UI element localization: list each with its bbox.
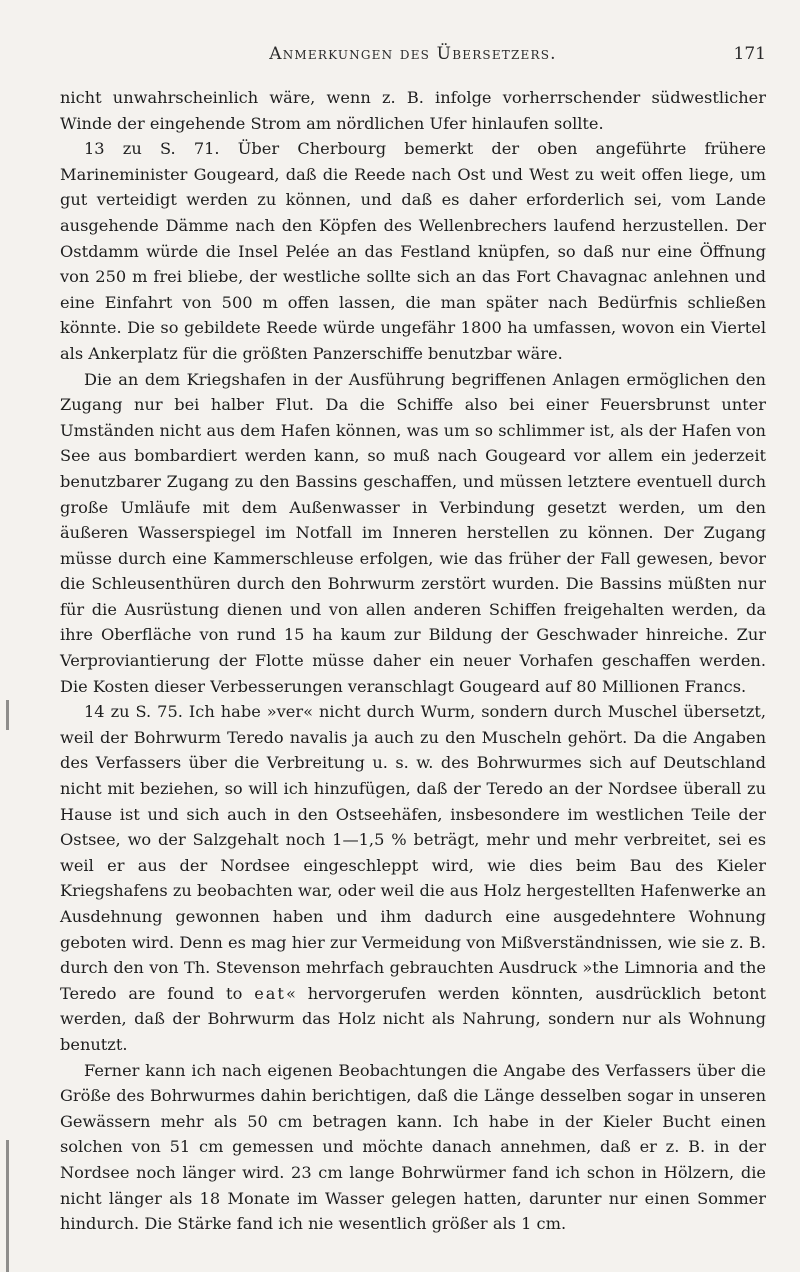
running-title: Anmerkungen des Übersetzers. bbox=[269, 44, 557, 64]
page-edge-mark bbox=[6, 1140, 9, 1272]
running-head bbox=[60, 44, 766, 74]
note-14-teredo bbox=[60, 699, 766, 1057]
note-13-cherbourg: 13 zu S. 71. Über Cherbourg bemerkt der oben angeführte frühere Marineminister Gougeard, daß die Reede nach Ost und West zu weit offen liege, um gut verteidigt werden zu können, und daß es daher erforderlich sei, vom Lande ausgehende Dämme nach den Köpfen des Wellenbrechers laufend herzustellen. Der Ostdamm würde die Insel Pelée an das Festland knüpfen, so daß nur eine Öffnung von 250 m frei bliebe, der westliche sollte sich an das Fort Chavagnac anlehnen und eine Einfahrt von 500 m offen lassen, die man später nach Bedürfnis schließen könnte. Die so gebildete Reede würde ungefähr 1800 ha umfassen, wovon ein Viertel als Ankerplatz für die größten Panzerschiffe benutzbar wäre. bbox=[60, 139, 766, 363]
note-14-size: Ferner kann ich nach eigenen Beobachtungen die Angabe des Verfassers über die Größe des Bohrwurmes dahin berichtigen, daß die Länge desselben sogar in unseren Gewässern mehr als 50 cm betragen kann. Ich habe in der Kieler Bucht einen solchen von 51 cm gemessen und möchte danach annehmen, daß er z. B. in der Nordsee noch länger wird. 23 cm lange Bohrwürmer fand ich schon in Hölzern, die nicht länger als 18 Monate im Wasser gelegen hatten, darunter nur einen Sommer hindurch. Die Stärke fand ich nie wesentlich größer als 1 cm. bbox=[60, 1060, 766, 1234]
note-14-emphasis: eat bbox=[254, 983, 286, 1003]
body-text bbox=[60, 85, 766, 1237]
page-edge-mark bbox=[6, 700, 9, 730]
page-number: 171 bbox=[733, 44, 766, 64]
note-13-continued: Die an dem Kriegshafen in der Ausführung begriffenen Anlagen ermöglichen den Zugang nur bei halber Flut. Da die Schiffe also bei einer Feuersbrunst unter Umständen nicht aus dem Hafen können, was um so schlimmer ist, als der Hafen von See aus bombardiert werden kann, so muß nach Gougeard vor allem ein jederzeit benutzbarer Zugang zu den Bassins geschaffen, und müssen letztere eventuell durch große Umläufe mit dem Außenwasser in Verbindung gesetzt werden, um den äußeren Wasserspiegel im Notfall im Inneren herstellen zu können. Der Zugang müsse durch eine Kammerschleuse erfolgen, wie das früher der Fall gewesen, bevor die Schleusenthüren durch den Bohrwurm zerstört wurden. Die Bassins müßten nur für die Ausrüstung dienen und von allen anderen Schiffen freigehalten werden, da ihre Oberfläche von rund 15 ha kaum zur Bildung der Geschwader hinreiche. Zur Verproviantierung der Flotte müsse daher ein neuer Vorhafen geschaffen werden. Die Kosten dieser Verbesserungen veranschlagt Gougeard auf 80 Millionen Francs. bbox=[60, 369, 766, 696]
note-14-text-part-1: 14 zu S. 75. Ich habe »ver« nicht durch Wurm, sondern durch Muschel übersetzt, weil der Bohrwurm Teredo navalis ja auch zu den Muscheln gehört. Da die Angaben des Verfassers über die Verbreitung u. s. w. des Bohrwurmes sich auf Deutschland nicht mit beziehen, so will ich hinzufügen, daß der Teredo an der Nordsee überall zu Hause ist und sich auch in den Ostseehäfen, insbesondere im westlichen Teile der Ostsee, wo der Salzgehalt noch 1—1,5 % beträgt, mehr und mehr verbreitet, sei es weil er aus der Nordsee eingeschleppt wird, wie dies beim Bau des Kieler Kriegshafens zu beobachten war, oder weil die aus Holz hergestellten Hafenwerke an Ausdehnung gewonnen haben und ihm dadurch eine ausgedehntere Wohnung geboten wird. Denn es mag hier zur Vermeidung von Mißverständnissen, wie sie z. B. durch den von Th. Stevenson mehrfach gebrauchten Ausdruck »the Limnoria and the Teredo are found to bbox=[60, 702, 766, 1003]
note-14-text-part-2: « hervorgerufen werden könnten, ausdrücklich betont werden, daß der Bohrwurm das Holz nicht als Nahrung, sondern nur als Wohnung benutzt. bbox=[60, 983, 767, 1054]
paragraph-continuation: nicht unwahrscheinlich wäre, wenn z. B. infolge vorherrschender südwestlicher Winde der eingehende Strom am nördlichen Ufer hinlaufen sollte. bbox=[60, 88, 766, 133]
